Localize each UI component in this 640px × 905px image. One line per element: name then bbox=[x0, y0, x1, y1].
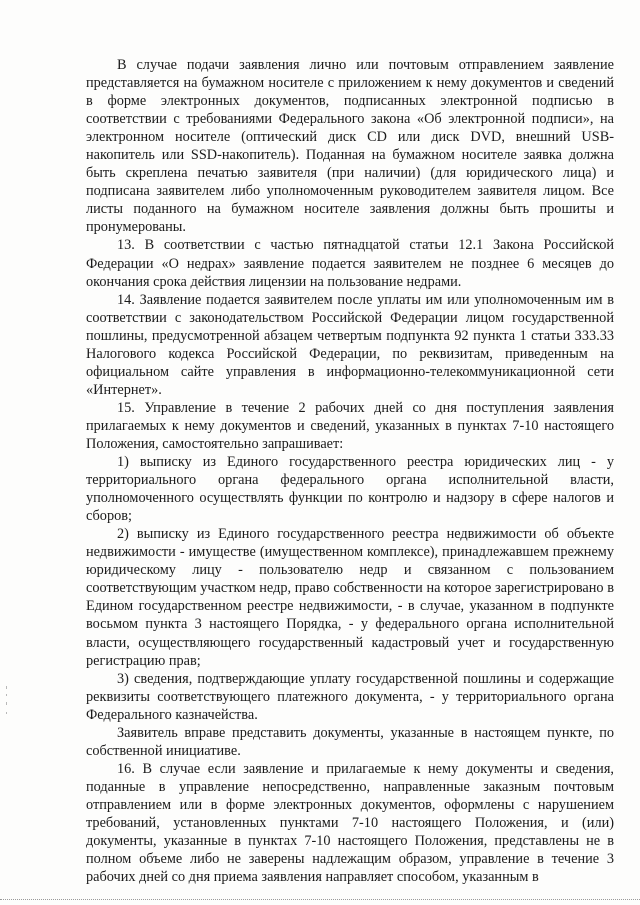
paragraph-own-initiative: Заявитель вправе представить документы, указанные в настоящем пункте, по собственной инициативе. bbox=[86, 724, 614, 759]
paragraph-15-item-2: 2) выписку из Единого государственного реестра недвижимости об объекте недвижимости - имуществе (имущественном комплексе), принадлежавшем прежнему юридическому лицу - пользователю недр и связанном с пользованием соответствующим участком недр, право собственности на которое зарегистрировано в Едином государственном реестре недвижимости, - в случае, указанном в подпункте восьмом пункта 3 настоящего Порядка, - у федерального органа исполнительной власти, осуществляющего государственный кадастровый учет и государственную регистрацию прав; bbox=[86, 526, 614, 669]
scan-speck bbox=[6, 702, 7, 705]
document-body bbox=[86, 56, 614, 886]
scan-speck bbox=[6, 694, 7, 696]
page-bottom-edge bbox=[0, 899, 640, 900]
paragraph-16: 16. В случае если заявление и прилагаемые к нему документы и сведения, поданные в управление непосредственно, направленные заказным почтовым отправлением или в форме электронных документов, оформлены с нарушением требований, установленных пунктами 7-10 настоящего Положения, и (или) документы, указанные в пунктах 7-10 настоящего Положения, представлены не в полном объеме либо не заверены надлежащим образом, управление в течение 3 рабочих дней со дня приема заявления направляет способом, указанным в bbox=[86, 760, 614, 886]
paragraph-13: 13. В соответствии с частью пятнадцатой статьи 12.1 Закона Российской Федерации «О недрах» заявление подается заявителем не позднее 6 месяцев до окончания срока действия лицензии на пользование недрами. bbox=[86, 237, 614, 290]
paragraph-submission-paper: В случае подачи заявления лично или почтовым отправлением заявление представляется на бумажном носителе с приложением к нему документов и сведений в форме электронных документов, подписанных электронной подписью в соответствии с требованиями Федерального закона «Об электронной подписи», на электронном носителе (оптический диск CD или диск DVD, внешний USB-накопитель или SSD-накопитель). Поданная на бумажном носителе заявка должна быть скреплена печатью заявителя (при наличии) (для юридического лица) и подписана заявителем либо уполномоченным руководителем заявителя лицом. Все листы поданного на бумажном носителе заявления должны быть прошиты и пронумерованы. bbox=[86, 57, 614, 236]
paragraph-15: 15. Управление в течение 2 рабочих дней со дня поступления заявления прилагаемых к нему документов и сведений, указанных в пунктах 7-10 настоящего Положения, самостоятельно запрашивает: bbox=[86, 399, 614, 452]
scan-speck bbox=[6, 712, 7, 714]
paragraph-14: 14. Заявление подается заявителем после уплаты им или уполномоченным им в соответствии с законодательством Российской Федерации лицом государственной пошлины, предусмотренной абзацем четвертым подпункта 92 пункта 1 статьи 333.33 Налогового кодекса Российской Федерации, по реквизитам, приведенным на официальном сайте управления в информационно-телекоммуникационной сети «Интернет». bbox=[86, 291, 614, 398]
paragraph-15-item-3: 3) сведения, подтверждающие уплату государственной пошлины и содержащие реквизиты соответствующего платежного документа, - у территориального органа Федерального казначейства. bbox=[86, 670, 614, 723]
scan-speck bbox=[6, 686, 7, 689]
paragraph-15-item-1: 1) выписку из Единого государственного реестра юридических лиц - у территориального органа федерального органа исполнительной власти, уполномоченного осуществлять функции по контролю и надзору в сфере налогов и сборов; bbox=[86, 454, 614, 525]
